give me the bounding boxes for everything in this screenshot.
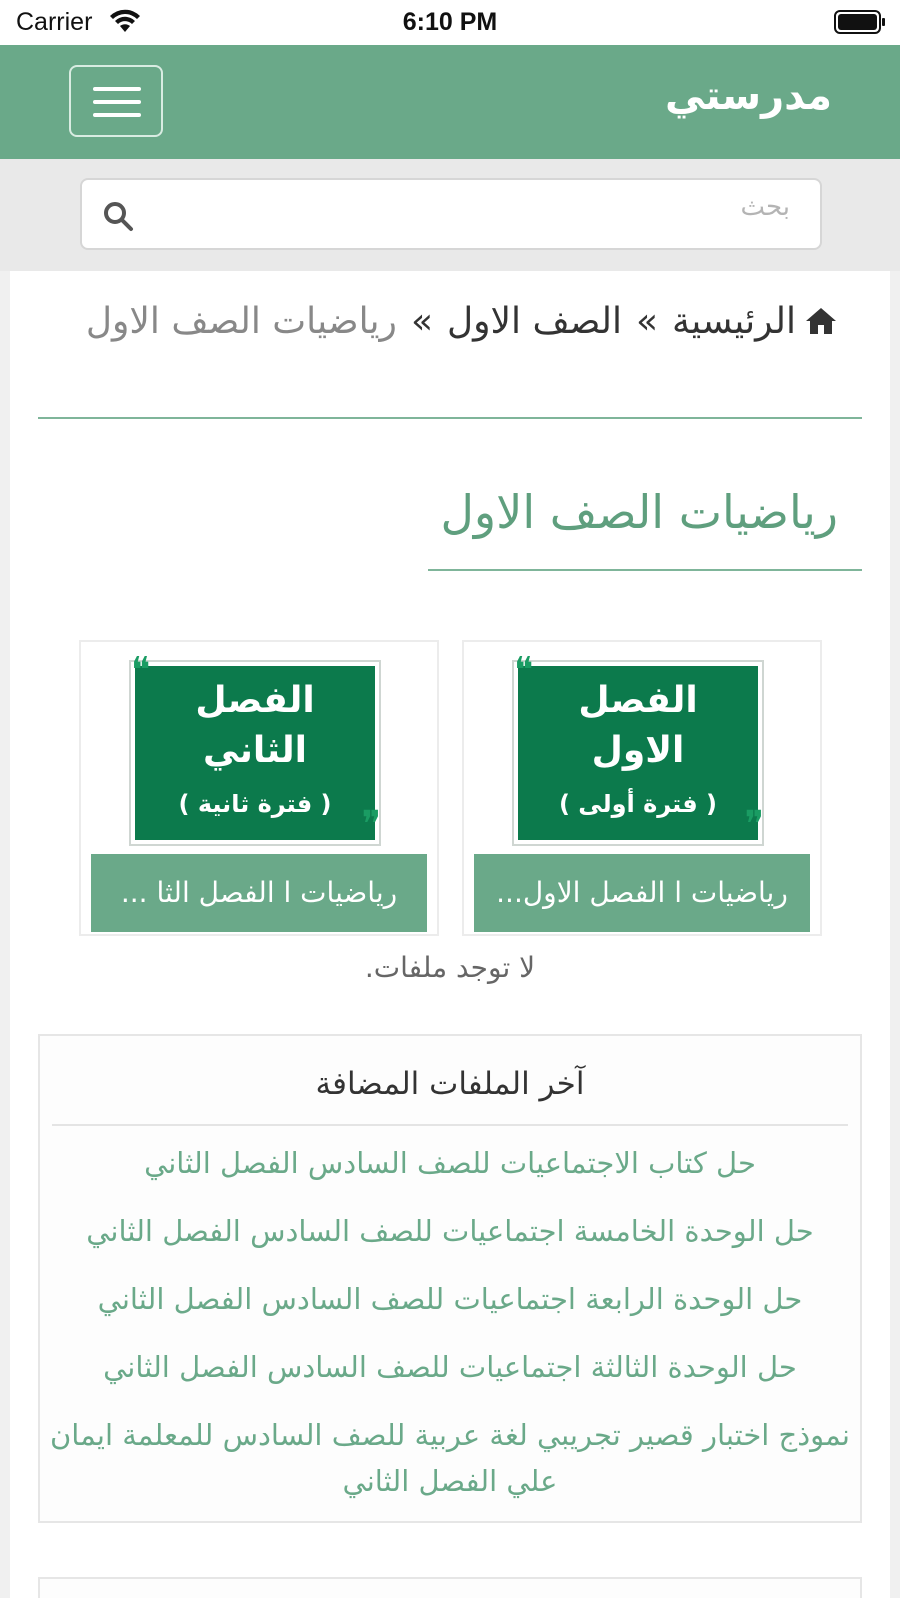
- breadcrumb: [58, 293, 838, 351]
- clock: 6:10 PM: [402, 8, 498, 36]
- search-placeholder: بحث: [740, 192, 790, 222]
- semester-cover-image[interactable]: [512, 650, 768, 852]
- semester-card-second[interactable]: [79, 640, 439, 936]
- quote-mark-icon: ❞: [744, 804, 764, 845]
- hamburger-icon: [93, 113, 141, 117]
- search-input[interactable]: [80, 178, 822, 250]
- quote-mark-icon: ❝: [131, 650, 151, 691]
- cover-subtitle: ( فترة ثانية ): [178, 790, 332, 818]
- latest-files-list: [50, 1140, 850, 1504]
- cover-title-line1: الفصل: [578, 680, 698, 721]
- latest-files-title: آخر الملفات المضافة: [315, 1066, 585, 1102]
- menu-toggle-button[interactable]: [69, 65, 163, 137]
- cover-board: [518, 666, 758, 840]
- breadcrumb-current: رياضيات الصف الاول: [85, 301, 397, 342]
- search-icon[interactable]: [102, 200, 134, 232]
- cover-title-line2: الثاني: [202, 730, 307, 771]
- latest-file-link[interactable]: حل كتاب الاجتماعيات للصف السادس الفصل الثاني: [144, 1146, 756, 1180]
- breadcrumb-separator: »: [410, 301, 433, 342]
- semester-cover-image[interactable]: [129, 650, 385, 852]
- quote-mark-icon: ❞: [361, 804, 381, 845]
- latest-file-link[interactable]: حل الوحدة الرابعة اجتماعيات للصف السادس الفصل الثاني: [97, 1282, 803, 1316]
- latest-file-link[interactable]: حل الوحدة الثالثة اجتماعيات للصف السادس الفصل الثاني: [103, 1350, 797, 1384]
- cover-board: [135, 666, 375, 840]
- card-label[interactable]: رياضيات ا الفصل الاول...: [474, 854, 810, 932]
- cover-title-line2: الاول: [591, 730, 685, 771]
- latest-files-divider: [52, 1124, 848, 1126]
- quote-mark-icon: ❝: [514, 650, 534, 691]
- battery-icon: [834, 10, 886, 34]
- breadcrumb-grade-link[interactable]: الصف الاول: [446, 301, 622, 342]
- carrier-label: Carrier: [16, 8, 93, 36]
- status-bar: [0, 0, 900, 45]
- brand-logo[interactable]: مدرستي: [664, 73, 832, 119]
- card-label[interactable]: رياضيات ا الفصل الثا ...: [91, 854, 427, 932]
- main-content: [10, 271, 890, 1598]
- latest-file-link[interactable]: نموذج اختبار قصير تجريبي لغة عربية للصف السادس للمعلمة ايمان علي الفصل الثاني: [50, 1418, 850, 1498]
- latest-files-panel: [38, 1034, 862, 1523]
- latest-file-link[interactable]: حل الوحدة الخامسة اجتماعيات للصف السادس الفصل الثاني: [86, 1214, 814, 1248]
- home-icon: [804, 306, 838, 336]
- cover-subtitle: ( فترة أولى ): [558, 790, 718, 818]
- cover-title-line1: الفصل: [195, 680, 315, 721]
- next-panel: [38, 1577, 862, 1598]
- search-bar: [0, 159, 900, 271]
- title-underline: [428, 569, 862, 571]
- hamburger-icon: [93, 100, 141, 104]
- no-files-message: لا توجد ملفات.: [364, 951, 536, 984]
- breadcrumb-home-link[interactable]: الرئيسية: [672, 301, 796, 342]
- page-title: رياضيات الصف الاول: [440, 485, 838, 539]
- navbar: [0, 45, 900, 159]
- semester-card-first[interactable]: [462, 640, 822, 936]
- breadcrumb-divider: [38, 417, 862, 419]
- breadcrumb-separator: »: [635, 301, 658, 342]
- hamburger-icon: [93, 87, 141, 91]
